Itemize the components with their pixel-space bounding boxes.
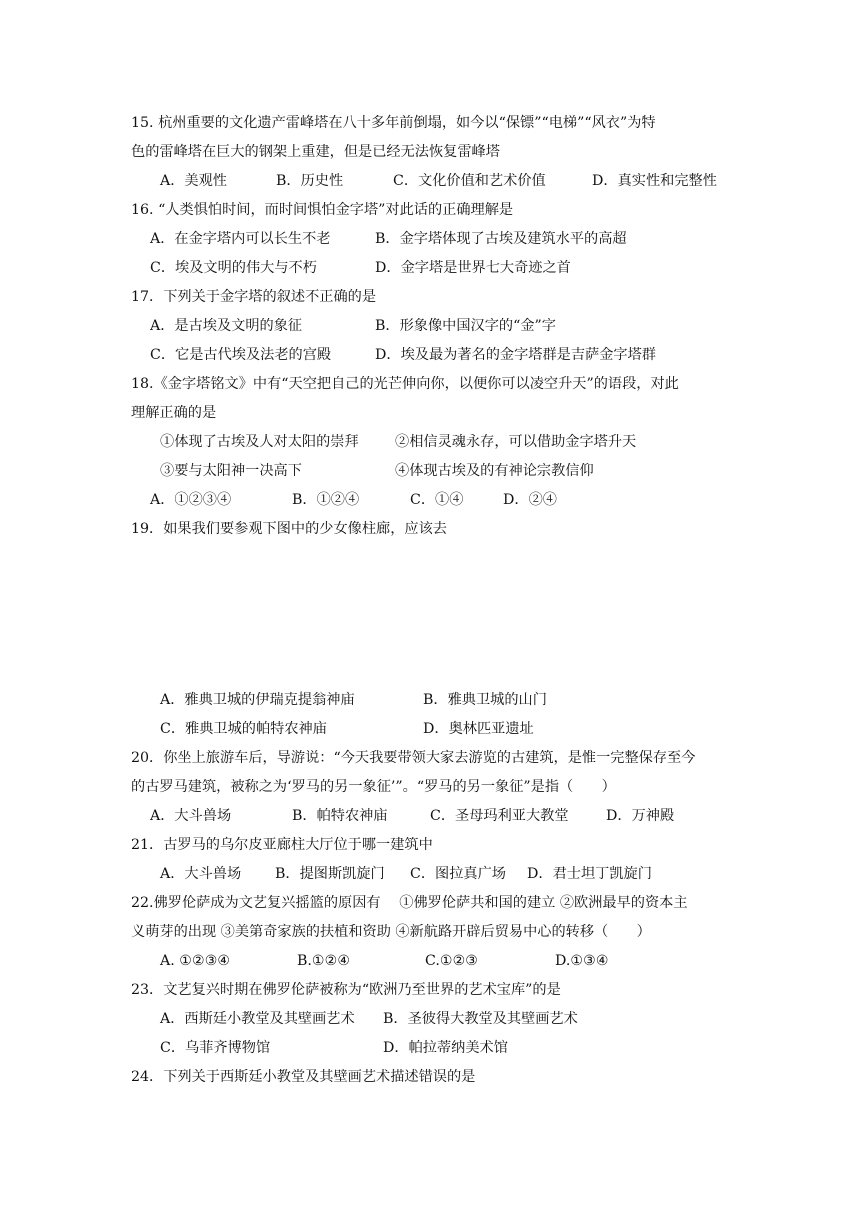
question-21-option-c: C．图拉真广场 [410,866,506,882]
question-19-option-c: C．雅典卫城的帕特农神庙 [160,721,327,737]
question-18-item-1: ①体现了古埃及人对太阳的崇拜 [160,434,359,450]
question-18-stem-line-1: 18.《金字塔铭文》中有“天空把自己的光芒伸向你，以便你可以凌空升天”的语段，对此 [131,376,679,392]
question-20-option-d: D．万神殿 [606,808,675,824]
question-16-stem: 16. “人类惧怕时间，而时间惧怕金字塔”对此话的正确理解是 [131,202,514,218]
question-16-option-c: C．埃及文明的伟大与不朽 [150,260,317,276]
question-18-option-a: A．①②③④ [150,492,232,508]
question-23-option-a: A．西斯廷小教堂及其壁画艺术 [160,1011,355,1027]
question-22-stem-line-1: 22.佛罗伦萨成为文艺复兴摇篮的原因有 ①佛罗伦萨共和国的建立 ②欧洲最早的资本主 [131,895,688,911]
question-19-option-a: A．雅典卫城的伊瑞克提翁神庙 [160,692,355,708]
question-20-option-b: B．帕特农神庙 [292,808,388,824]
question-18-option-d: D．②④ [503,492,557,508]
question-22-option-b: B.①②④ [297,953,351,969]
question-20-stem-line-1: 20．你坐上旅游车后，导游说：“今天我要带领大家去游览的古建筑，是惟一完整保存至今 [131,750,696,766]
question-21-option-a: A．大斗兽场 [160,866,242,882]
question-17-option-d: D．埃及最为著名的金字塔群是吉萨金字塔群 [375,347,656,363]
question-18-item-4: ④体现古埃及的有神论宗教信仰 [395,463,594,479]
question-22-option-c: C.①②③ [425,953,479,969]
question-15-stem-line-1: 15. 杭州重要的文化遗产雷峰塔在八十多年前倒塌，如今以“保镖”“电梯”“风衣”为特 [131,115,656,131]
question-20-stem-line-2: 的古罗马建筑，被称之为‘罗马的另一象征’”。“罗马的另一象征”是指（ ） [131,779,616,795]
question-23-option-b: B．圣彼得大教堂及其壁画艺术 [383,1011,578,1027]
question-22-option-d: D.①③④ [555,953,609,969]
question-22-option-a: A. ①②③④ [160,953,231,969]
question-16-option-a: A．在金字塔内可以长生不老 [150,231,331,247]
question-18-item-3: ③要与太阳神一决高下 [160,463,302,479]
question-17-option-b: B．形象像中国汉字的“金”字 [375,318,556,334]
question-19-figure-area [131,548,731,678]
question-24-stem: 24．下列关于西斯廷小教堂及其壁画艺术描述错误的是 [131,1069,476,1085]
question-19-option-d: D．奥林匹亚遗址 [423,721,534,737]
question-15-option-d: D．真实性和完整性 [592,173,717,189]
question-16-option-b: B．金字塔体现了古埃及建筑水平的高超 [375,231,627,247]
question-21-option-d: D．君士坦丁凯旋门 [527,866,652,882]
question-22-stem-line-2: 义萌芽的出现 ③美第奇家族的扶植和资助 ④新航路开辟后贸易中心的转移（ ） [131,924,651,940]
question-17-option-a: A．是古埃及文明的象征 [150,318,303,334]
question-23-stem: 23．文艺复兴时期在佛罗伦萨被称为“欧洲乃至世界的艺术宝库”的是 [131,982,561,998]
question-15-option-a: A．美观性 [160,173,227,189]
question-23-option-d: D．帕拉蒂纳美术馆 [383,1040,508,1056]
question-20-option-c: C．圣母玛利亚大教堂 [430,808,569,824]
question-18-option-b: B．①②④ [292,492,360,508]
question-15-option-b: B．历史性 [276,173,344,189]
question-19-option-b: B．雅典卫城的山门 [423,692,547,708]
question-15-option-c: C．文化价值和艺术价值 [393,173,546,189]
question-21-stem: 21．古罗马的乌尔皮亚廊柱大厅位于哪一建筑中 [131,837,433,853]
question-17-option-c: C．它是古代埃及法老的宫殿 [150,347,332,363]
question-23-option-c: C．乌菲齐博物馆 [160,1040,271,1056]
question-18-item-2: ②相信灵魂永存，可以借助金字塔升天 [395,434,637,450]
question-15-stem-line-2: 色的雷峰塔在巨大的钢架上重建，但是已经无法恢复雷峰塔 [131,144,500,160]
question-20-option-a: A．大斗兽场 [150,808,232,824]
question-21-option-b: B．提图斯凯旋门 [275,866,385,882]
question-16-option-d: D．金字塔是世界七大奇迹之首 [375,260,571,276]
question-17-stem: 17．下列关于金字塔的叙述不正确的是 [131,289,377,305]
question-18-stem-line-2: 理解正确的是 [131,405,217,421]
question-19-stem: 19．如果我们要参观下图中的少女像柱廊，应该去 [131,521,447,537]
question-18-option-c: C．①④ [410,492,464,508]
